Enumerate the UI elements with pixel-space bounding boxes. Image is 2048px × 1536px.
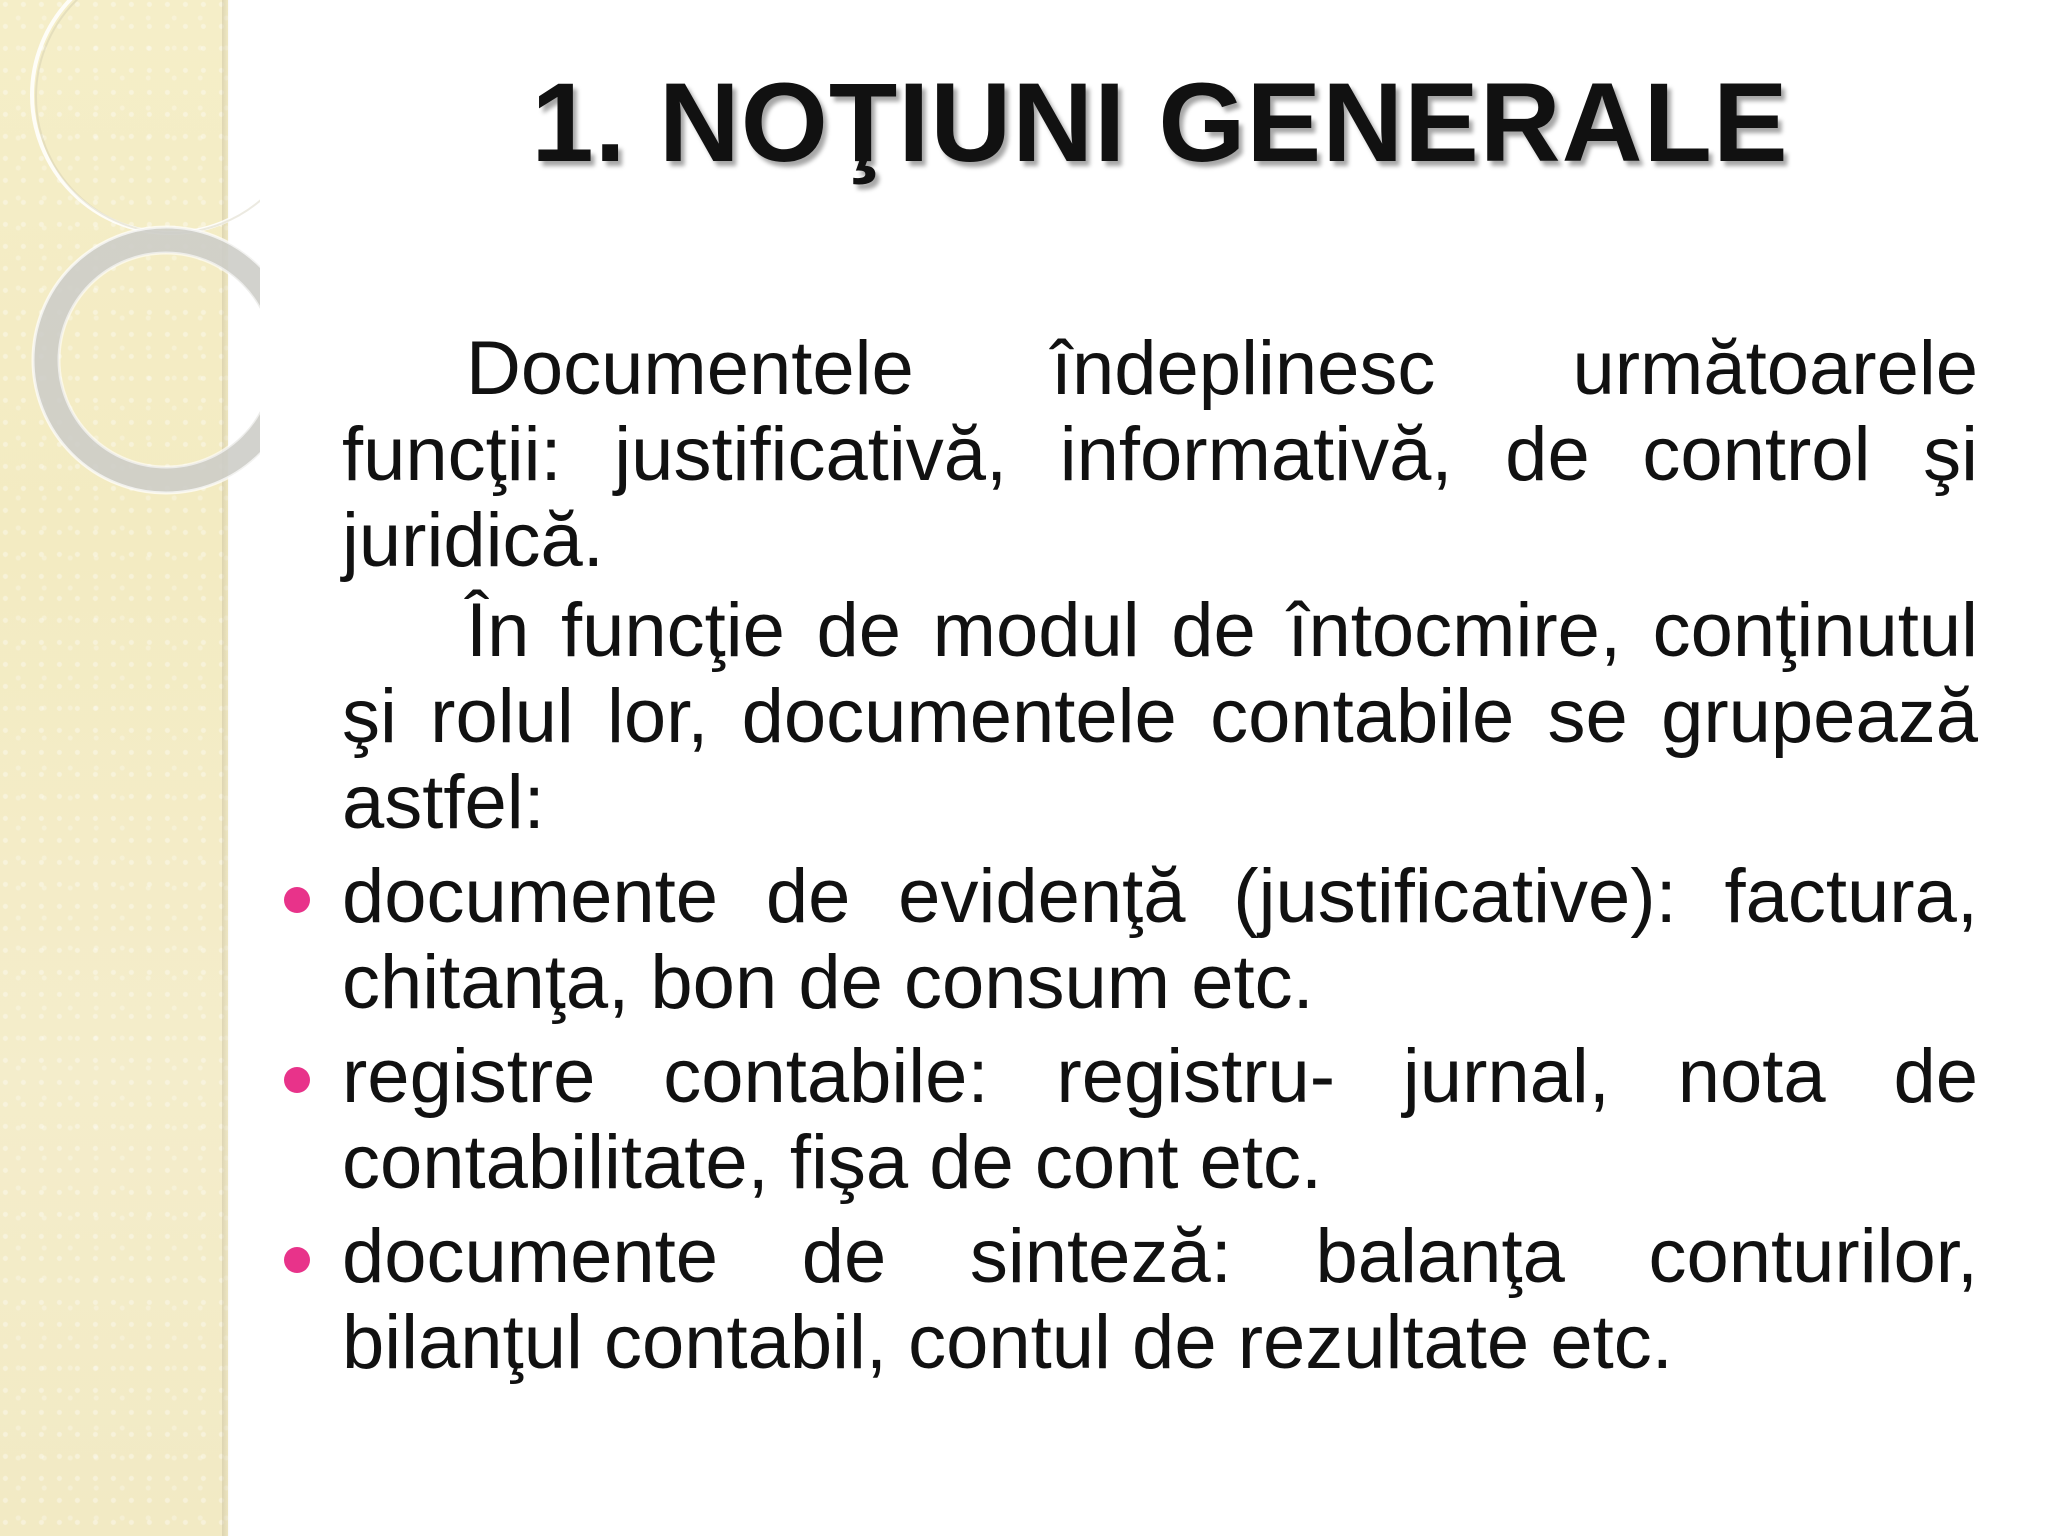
ring-ornament-icon (0, 0, 260, 520)
list-item-text: documente de sinteză: balanţa conturilor, bilanţul contabil, contul de rezultate etc. (342, 1214, 1978, 1385)
list-item-text: registre contabile: registru- jurnal, nota de contabilitate, fişa de cont etc. (342, 1034, 1978, 1205)
list-item (342, 1034, 1978, 1206)
document-types-list (342, 854, 1978, 1386)
pink-dot-bullet-icon (284, 1247, 310, 1273)
intro-paragraph-grouping: În funcţie de modul de întocmire, conţinutul şi rolul lor, documentele contabile se grupează astfel: (342, 588, 1978, 845)
pink-dot-bullet-icon (284, 887, 310, 913)
list-item (342, 1214, 1978, 1386)
pink-dot-bullet-icon (284, 1067, 310, 1093)
slide-body (342, 326, 1978, 1386)
list-item-text: documente de evidenţă (justificative): factura, chitanţa, bon de consum etc. (342, 854, 1978, 1025)
slide-title: 1. NOŢIUNI GENERALE (531, 60, 1789, 185)
list-item (342, 854, 1978, 1026)
intro-paragraph-functions: Documentele îndeplinesc următoarele funcţii: justificativă, informativă, de control şi juridică. (342, 326, 1978, 583)
